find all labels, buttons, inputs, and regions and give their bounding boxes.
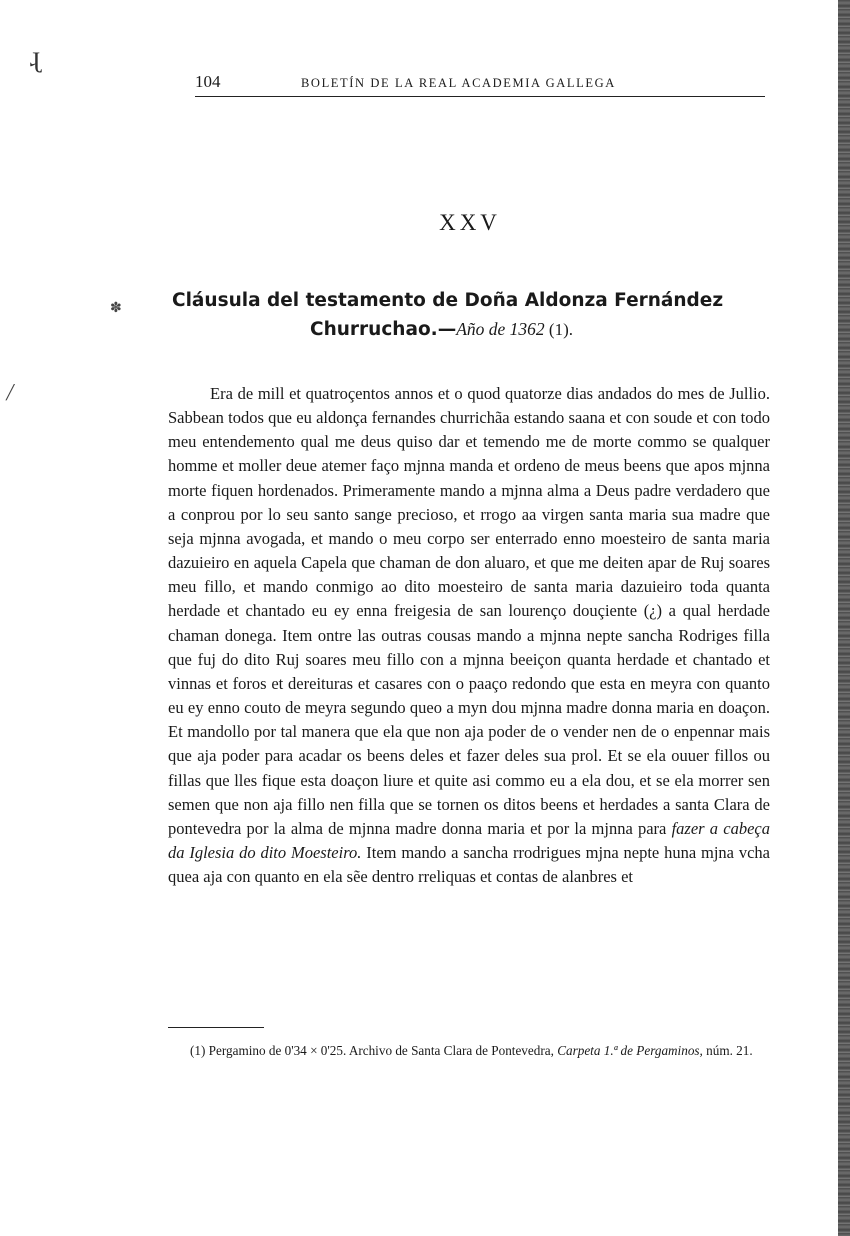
- footnote-reference: (1).: [544, 320, 573, 339]
- body-text-part-2: Item mando a sancha rrodrigues mjna nepte huna mjna vcha quea aja con quanto en ela sẽe dentro rreliquas et contas de alanbres et: [168, 842, 770, 887]
- footnote-italic: Carpeta 1.ª de Pergaminos,: [557, 1043, 703, 1058]
- title-year: Año de 1362: [456, 319, 545, 339]
- margin-stroke-icon: ╱: [6, 386, 15, 401]
- journal-title: BOLETÍN DE LA REAL ACADEMIA GALLEGA: [301, 76, 616, 90]
- section-number: XXV: [439, 210, 501, 235]
- title-line-1: Cláusula del testamento de Doña Aldonza Fernández: [172, 290, 724, 311]
- footnote-part-1: (1) Pergamino de 0'34 × 0'25. Archivo de Santa Clara de Pontevedra,: [190, 1043, 558, 1058]
- title-surname: Churruchao.: [310, 319, 438, 340]
- margin-mark-icon: ɻ: [30, 40, 40, 73]
- footnote-divider: [168, 1027, 264, 1028]
- footnote: [168, 1040, 768, 1061]
- body-text-italic: fazer a cabeça da Iglesia do dito Moesteiro.: [168, 818, 770, 862]
- body-text-part-1: Era de mill et quatroçentos annos et o quod quatorze dias andados do mes de Jullio. Sabbean todos que eu aldonça fernandes churrichãa estando saana et con soude et con todo meu entendemento qual me deus quiso dar et temendo me de morte commo se qualquer homme et moller deue atemer faço mjnna manda et ordeno de meus beens que apos mjnna morte fiquen hordenados. Primeramente mando a mjnna alma a Deus padre verdadero que a conprou por lo seu santo sange precioso, et rrogo aa virgen santa maria sua madre que seja mjnna avogada, et mando o meu corpo ser enterrado enno moesteiro de santa maria dazuieiro en aquela Capela que chaman de don aluaro, et que me deiten apar de Ruj soares meu fillo, et mando conmigo ao dito moesteiro de santa maria dazuieiro toda quanta herdade et chantado eu ey enna freigesia de san lourenço douçiente (¿) a qual herdade chaman donega. Item ontre las outras cousas mando a mjnna nepte sancha Rodriges filla que fuj do dito Ruj soares meu fillo con a mjnna beeiçon quanta herdade et chantado et vinnas et foros et dereituras et casares con o paaço redondo que esta en meyra con quanto eu ey enno couto de meyra segundo queo a myn dou mjnna madre donna maria en doaçon. Et mandollo por tal manera que ela que non aja poder de o vender nen de o enpennar mais que aja poder para acadar os beens deles et fazer deles sua prol. Et se ela ouuer fillos ou fillas que lles fique esta doaçon liure et quite asi commo eu a ela dou, et se ela morrer sen semen que non aja fillo nen filla que se tornen os ditos beens et herdades a santa Clara de pontevedra por la alma de mjnna madre donna maria et por la mjnna para: [168, 384, 770, 838]
- document-title: [172, 286, 772, 344]
- ink-speck-icon: ✽: [110, 301, 122, 316]
- title-dash: —: [437, 319, 457, 340]
- scanned-page-edge: [838, 0, 850, 1236]
- title-line-2: [172, 315, 772, 344]
- page-number: 104: [195, 72, 221, 91]
- running-header: [195, 72, 765, 97]
- body-paragraph: [168, 382, 770, 889]
- footnote-part-2: núm. 21.: [702, 1043, 753, 1058]
